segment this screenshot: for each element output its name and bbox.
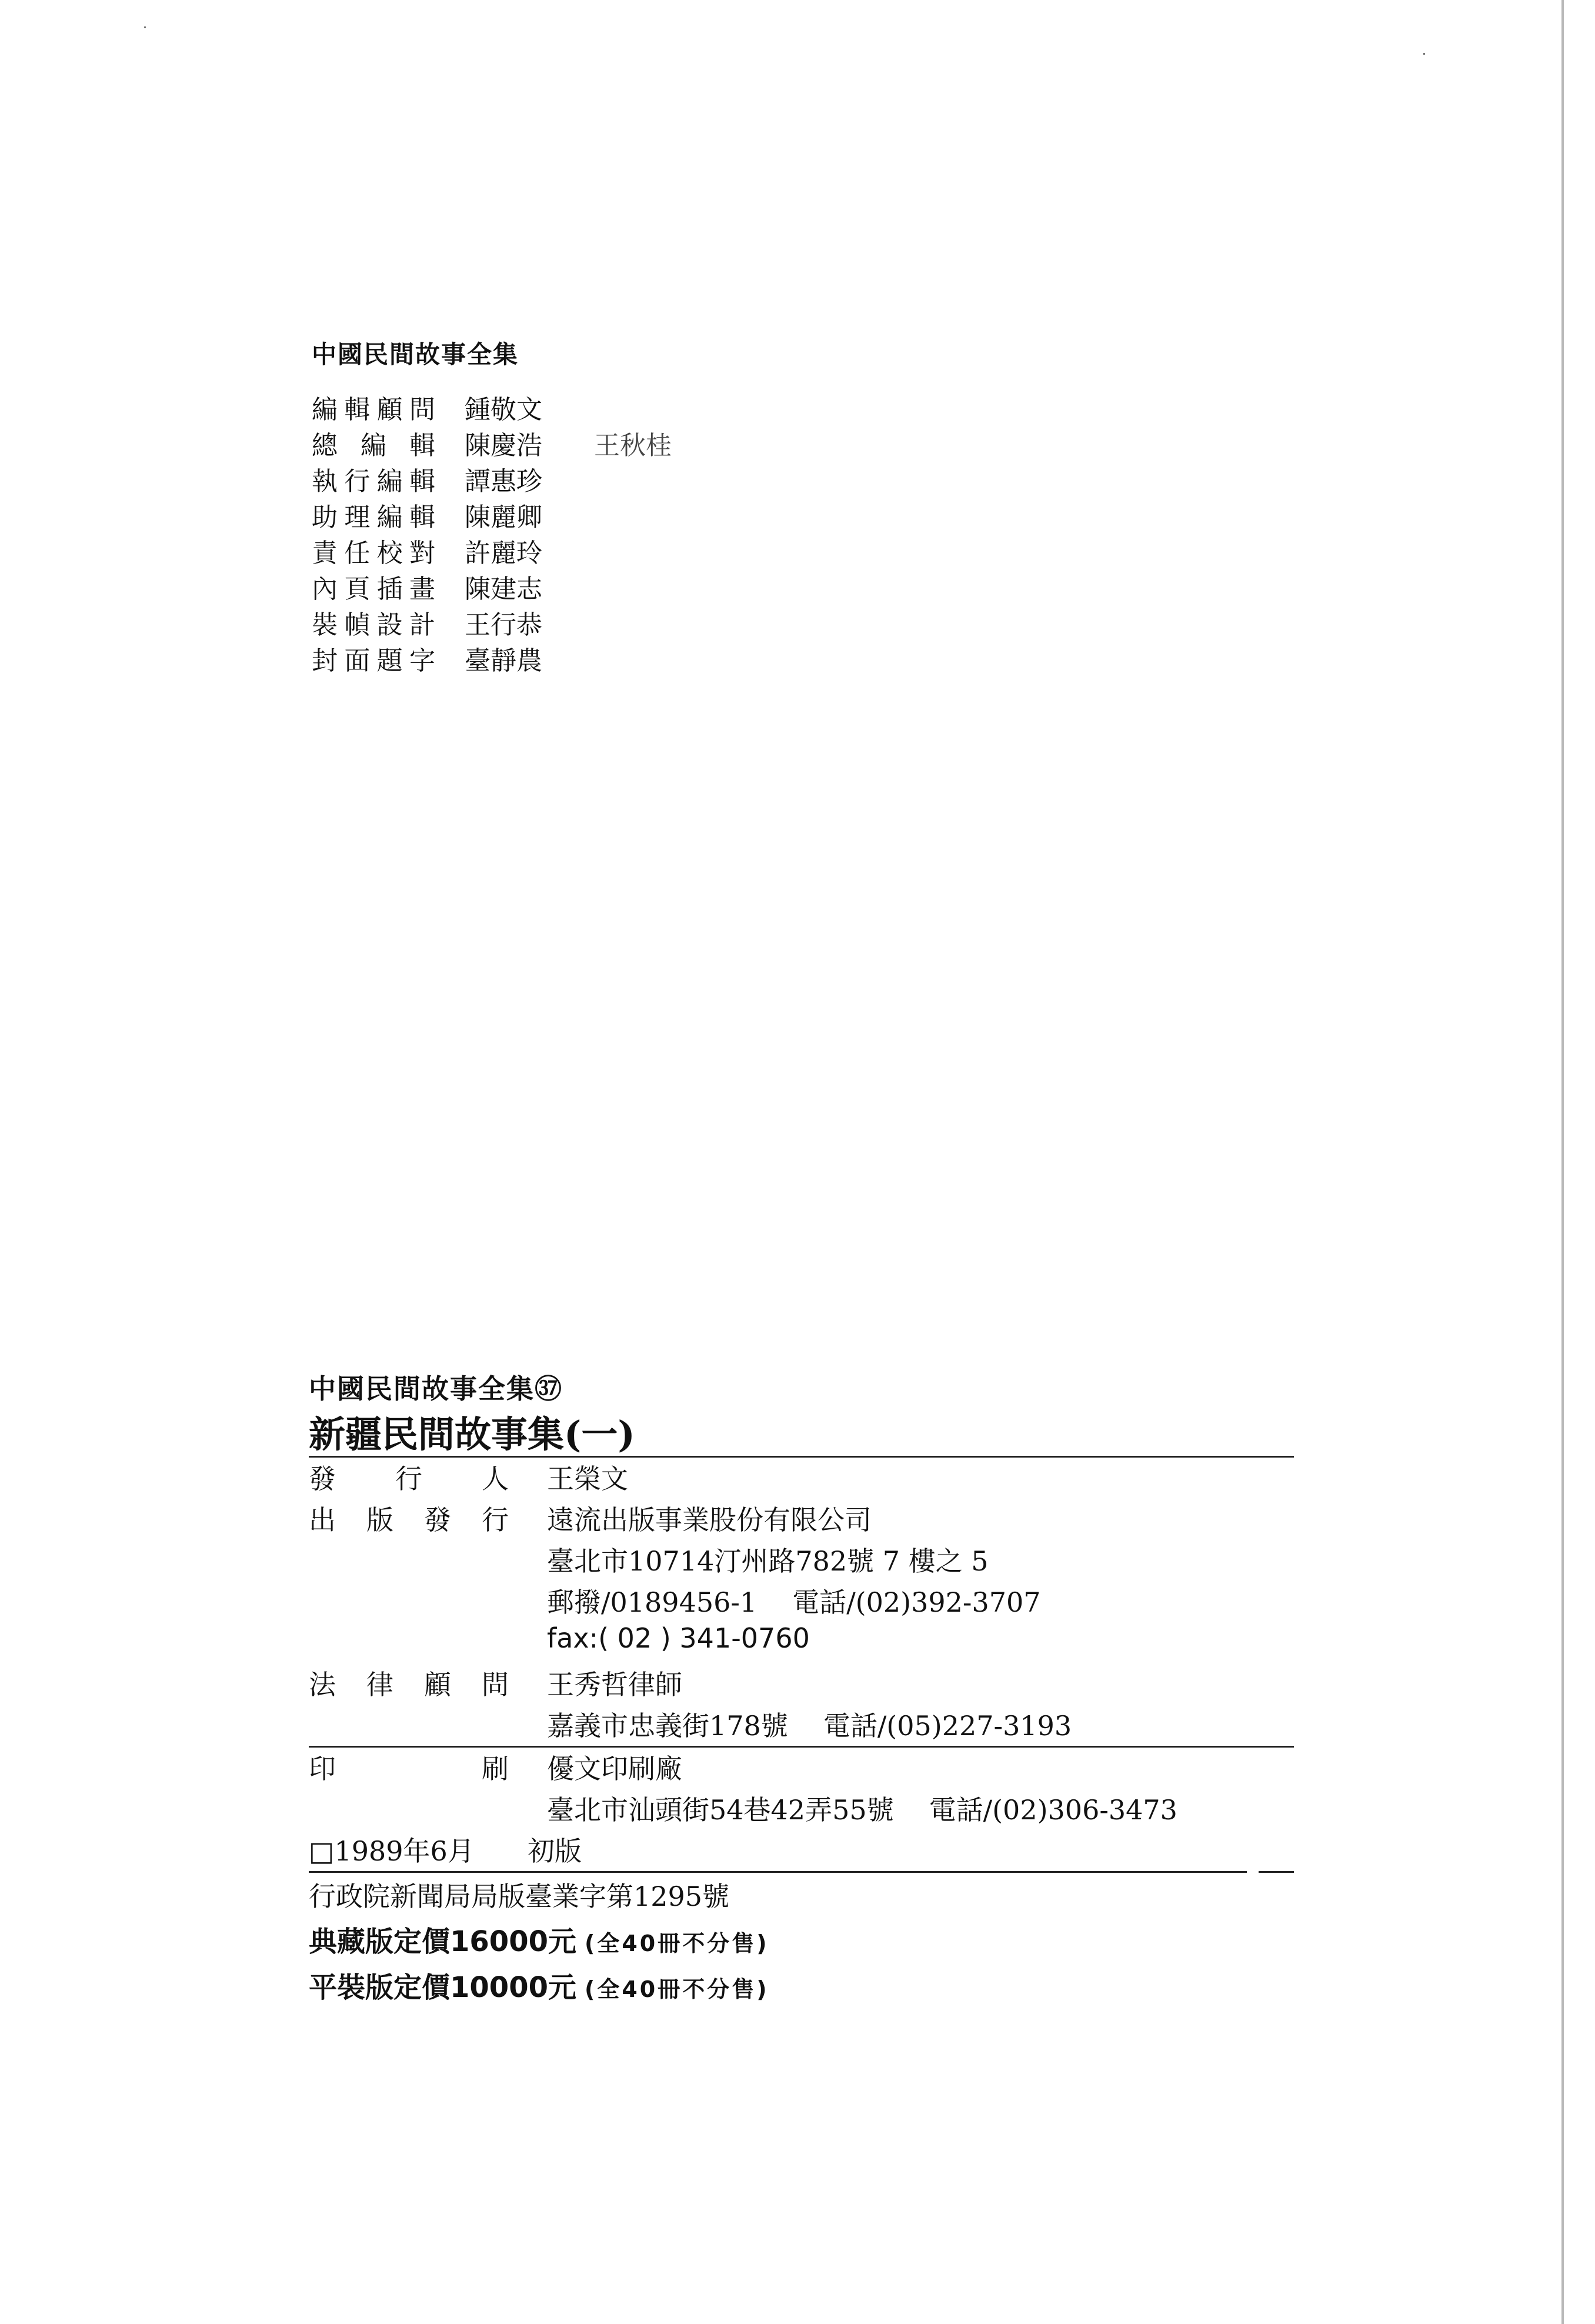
credit-name: 許麗玲 (465, 538, 542, 568)
credit-name: 陳慶浩 (465, 431, 542, 461)
credit-row (312, 568, 542, 604)
series-title: 中國民間故事全集 (312, 340, 519, 369)
page-edge-line (1561, 0, 1564, 2324)
credit-row (312, 639, 542, 676)
credit-row (312, 424, 672, 461)
printer-name: 優文印刷廠 (547, 1753, 682, 1785)
printer-phone: 電話/(02)306-3473 (929, 1794, 1177, 1826)
edition-row (309, 1830, 1294, 1871)
credit-row (312, 603, 542, 640)
price-deluxe: 典藏版定價16000元 (309, 1925, 576, 1958)
price-paper: 平裝版定價10000元 (309, 1971, 576, 2004)
legal-label: 法 律 顧 問 (309, 1669, 509, 1701)
printer-contact-row (309, 1789, 1294, 1830)
credit-name: 鍾敬文 (465, 395, 542, 425)
publisher-name: 王榮文 (547, 1463, 628, 1495)
scan-speck (144, 26, 146, 28)
credit-role: 責 任 校 對 (312, 538, 435, 568)
printer-label: 印 刷 (309, 1753, 509, 1785)
publishing-label: 出 版 發 行 (309, 1504, 509, 1536)
credit-row (312, 388, 542, 425)
publisher-label: 發 行 人 (309, 1463, 509, 1495)
price-deluxe-row (309, 1919, 1294, 1965)
registration: 行政院新聞局局版臺業字第1295號 (309, 1880, 730, 1912)
credit-name: 王行恭 (465, 610, 542, 640)
credit-role: 總 編 輯 (312, 431, 435, 461)
legal-name: 王秀哲律師 (547, 1669, 682, 1701)
printer-address: 臺北市汕頭街54巷42弄55號 (547, 1794, 894, 1826)
contact-row (309, 1581, 1294, 1622)
publisher-row (309, 1458, 1294, 1499)
credit-role: 助 理 編 輯 (312, 502, 435, 532)
printer-row (309, 1748, 1294, 1789)
scan-speck (1423, 53, 1425, 55)
credit-name: 臺靜農 (465, 646, 542, 676)
address-row (309, 1540, 1294, 1581)
publisher-address: 臺北市10714汀州路782號 7 樓之 5 (547, 1545, 989, 1577)
fax-row (309, 1622, 1294, 1663)
edition-label: 初版 (528, 1835, 582, 1867)
edition-date: □1989年6月 (309, 1835, 475, 1867)
credit-role: 編 輯 顧 問 (312, 395, 435, 425)
credit-name: 陳建志 (465, 574, 542, 604)
legal-address: 嘉義市忠義街178號 (547, 1710, 788, 1742)
legal-row (309, 1663, 1294, 1705)
credit-row (312, 460, 542, 496)
legal-phone: 電話/(05)227-3193 (823, 1710, 1072, 1742)
legal-contact-row (309, 1705, 1294, 1746)
credit-name: 陳麗卿 (465, 502, 542, 532)
credit-name-secondary: 王秋桂 (594, 431, 672, 461)
price-paper-row (309, 1965, 1294, 2010)
book-title: 新疆民間故事集(一) (309, 1413, 635, 1456)
credit-role: 執 行 編 輯 (312, 466, 435, 496)
credit-role: 內 頁 插 畫 (312, 574, 435, 604)
credit-name: 譚惠珍 (465, 466, 542, 496)
colophon-block (309, 1368, 1294, 2010)
postal-account: 郵撥/0189456-1 (547, 1586, 758, 1618)
publishing-company: 遠流出版事業股份有限公司 (547, 1504, 872, 1536)
credit-role: 裝 幀 設 計 (312, 610, 435, 640)
price-deluxe-note: (全40冊不分售) (585, 1930, 769, 1956)
credit-row (312, 532, 542, 568)
credit-row (312, 496, 542, 532)
publisher-phone: 電話/(02)392-3707 (792, 1586, 1041, 1618)
credit-role: 封 面 題 字 (312, 646, 435, 676)
credits-block (312, 335, 672, 676)
publisher-fax: fax:( 02 ) 341-0760 (547, 1622, 810, 1654)
series-volume: 中國民間故事全集㊲ (309, 1373, 563, 1405)
publishing-row (309, 1499, 1294, 1540)
price-paper-note: (全40冊不分售) (585, 1976, 769, 2002)
